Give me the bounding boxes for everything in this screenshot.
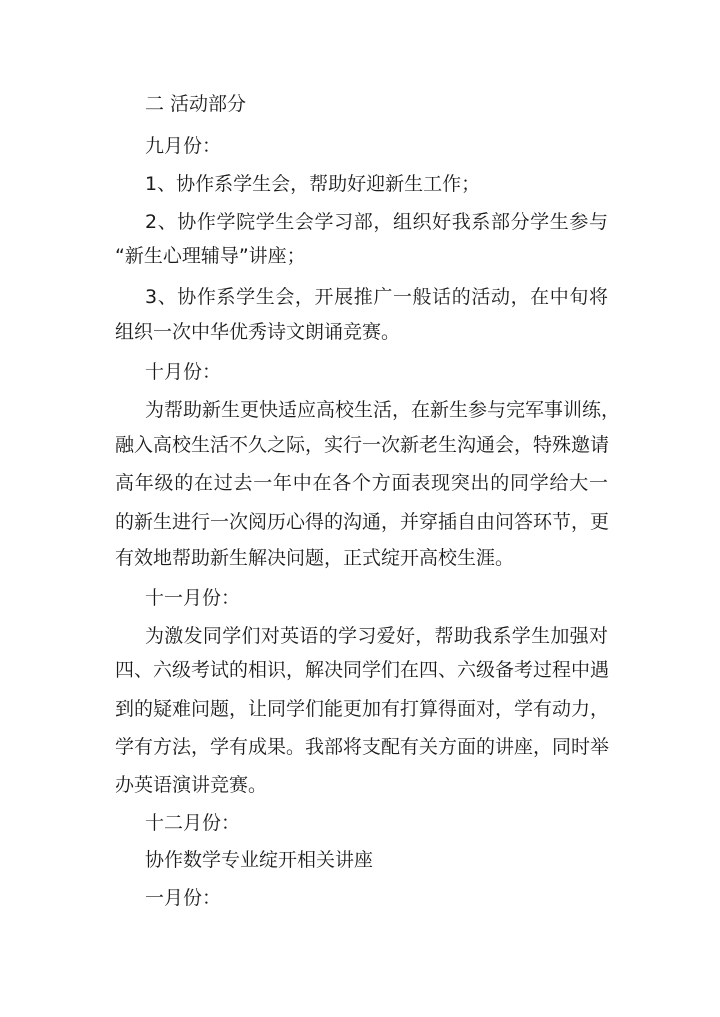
- september-item-2-line-1: 2、协作学院学生会学习部，组织好我系部分学生参与: [145, 211, 608, 233]
- december-paragraph-line-1: 协作数学专业绽开相关讲座: [145, 849, 374, 871]
- december-label: 十二月份：: [145, 812, 241, 834]
- section-heading: 二 活动部分: [145, 93, 247, 115]
- october-paragraph-line-3: 高年级的在过去一年中在各个方面表现突出的同学给大一: [115, 472, 608, 494]
- september-item-3-line-1: 3、协作系学生会，开展推广一般话的活动，在中旬将: [145, 286, 608, 308]
- october-paragraph-line-2: 融入高校生活不久之际，实行一次新老生沟通会，特殊邀请: [115, 434, 610, 456]
- october-label: 十月份：: [145, 361, 222, 383]
- september-item-1: 1、协作系学生会，帮助好迎新生工作；: [145, 173, 481, 195]
- november-paragraph-line-1: 为激发同学们对英语的学习爱好，帮助我系学生加强对: [145, 625, 608, 647]
- september-label: 九月份：: [145, 135, 222, 157]
- november-label: 十一月份：: [145, 587, 241, 609]
- september-item-3-line-2: 组织一次中华优秀诗文朗诵竞赛。: [115, 321, 401, 343]
- october-paragraph-line-5: 有效地帮助新生解决问题，正式绽开高校生涯。: [115, 547, 515, 569]
- october-paragraph-line-1: 为帮助新生更快适应高校生活，在新生参与完军事训练，: [145, 399, 621, 421]
- november-paragraph-line-3: 到的疑难问题，让同学们能更加有打算得面对，学有动力，: [115, 698, 610, 720]
- november-paragraph-line-2: 四、六级考试的相识，解决同学们在四、六级备考过程中遇: [115, 659, 610, 681]
- january-label: 一月份：: [145, 887, 222, 909]
- november-paragraph-line-4: 学有方法，学有成果。我部将支配有关方面的讲座，同时举: [115, 736, 610, 758]
- november-paragraph-line-5: 办英语演讲竞赛。: [115, 774, 268, 796]
- october-paragraph-line-4: 的新生进行一次阅历心得的沟通，并穿插自由问答环节，更: [115, 511, 610, 533]
- september-item-2-line-2: “新生心理辅导”讲座；: [115, 245, 306, 267]
